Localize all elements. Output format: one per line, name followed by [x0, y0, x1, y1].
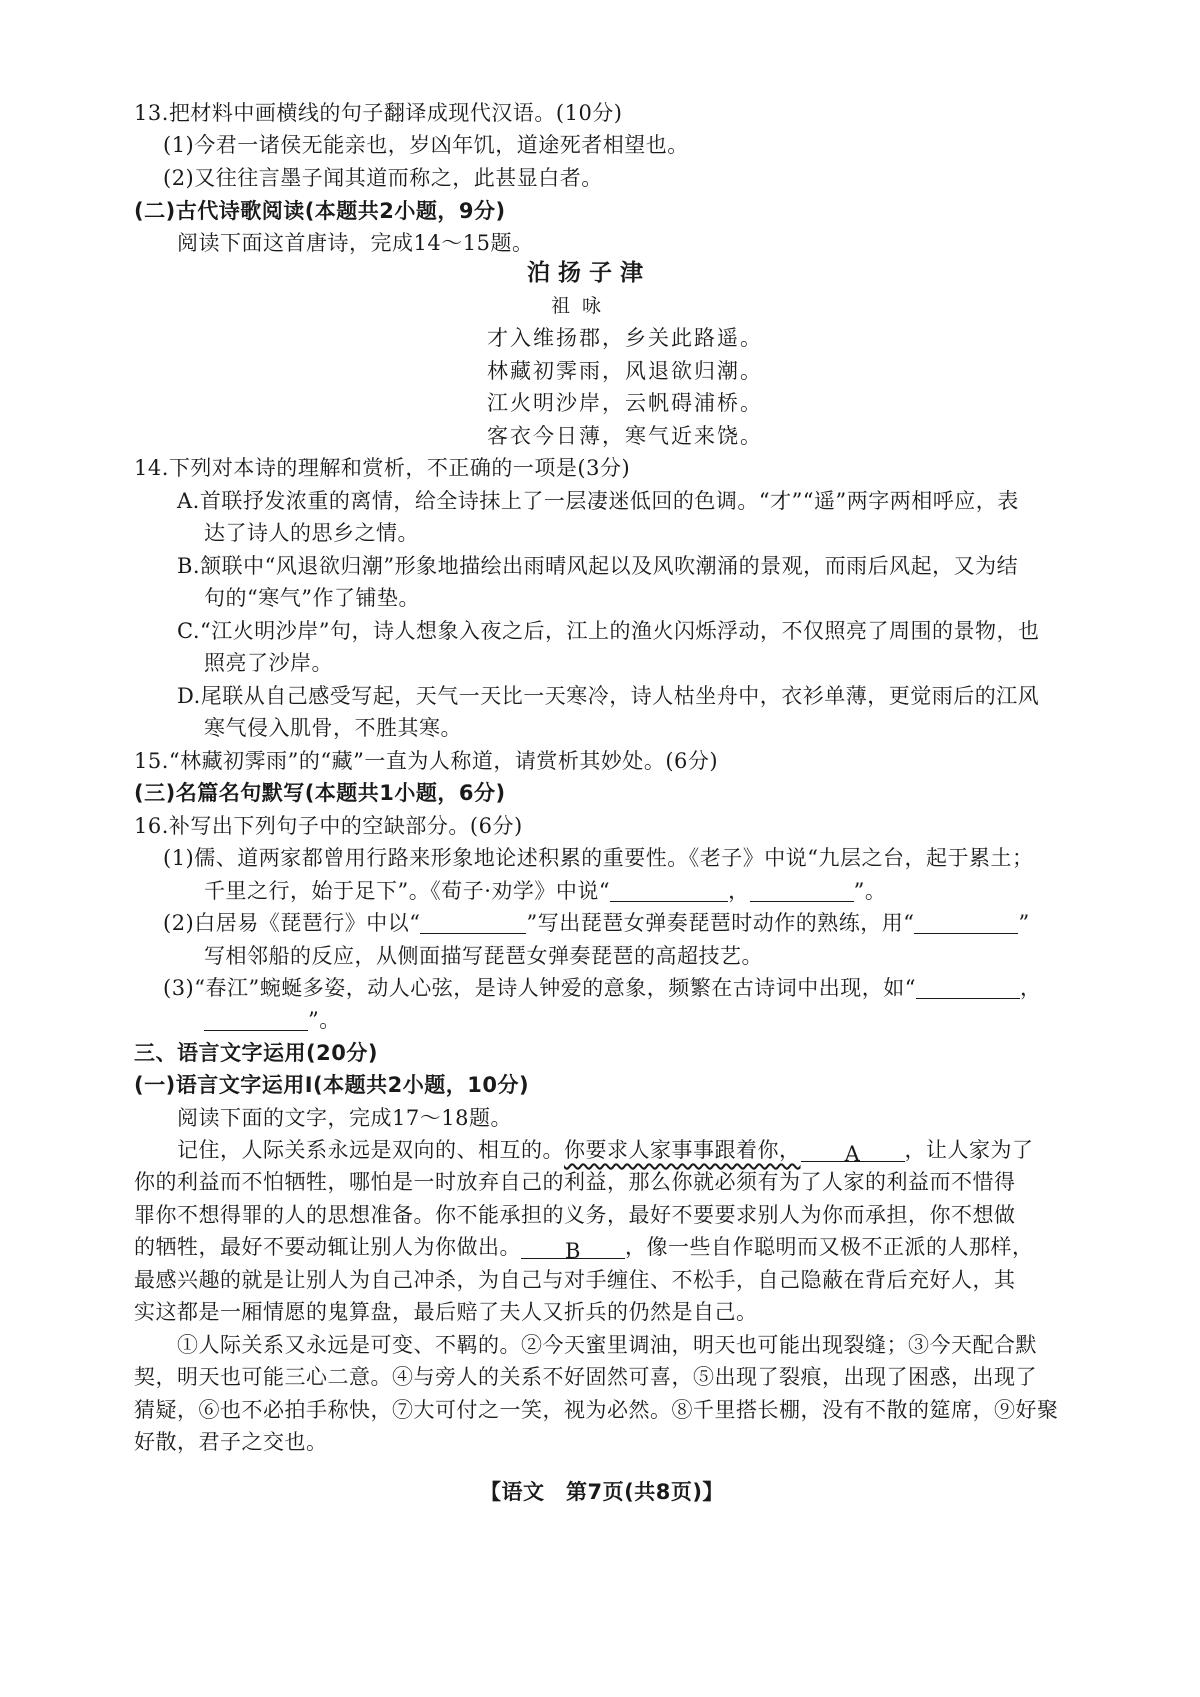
q16-part2-text-c: ”	[1018, 911, 1030, 935]
passage-blank-a[interactable]: A	[801, 1139, 905, 1162]
passage-line-3: 罪你不想得罪的人的思想准备。你不能承担的义务，最好不要要求别人为你而承担，你不想做	[134, 1203, 1016, 1227]
q14-stem: 14.下列对本诗的理解和赏析，不正确的一项是(3分)	[134, 456, 631, 480]
q16-part1-comma: ，	[728, 879, 750, 903]
q14-option-c-cont: 照亮了沙岸。	[204, 651, 333, 675]
passage-text-1a: 记住，人际关系永远是双向的、相互的。	[177, 1138, 564, 1162]
q16-part1-line2	[204, 876, 886, 906]
q14-option-c: C.“江火明沙岸”句，诗人想象入夜之后，江上的渔火闪烁浮动，不仅照亮了周围的景物，也	[177, 619, 1040, 643]
q16-part1-line1: (1)儒、道两家都曾用行路来形象地论述积累的重要性。《老子》中说“九层之台，起于累土；	[163, 846, 1034, 870]
passage-line-2: 你的利益而不怕牺牲，哪怕是一时放弃自己的利益，那么你就必须有为了人家的利益而不惜得	[134, 1170, 1016, 1194]
page-footer: 【语文 第7页(共8页)】	[480, 1480, 724, 1504]
subsection-language-heading: (一)语言文字运用Ⅰ(本题共2小题，10分)	[134, 1073, 530, 1097]
q16-blank-3[interactable]	[420, 911, 526, 934]
ordered-line-4: 好散，君子之交也。	[134, 1430, 328, 1454]
poem-title: 泊扬子津	[527, 260, 651, 286]
q16-part2-line1	[163, 908, 1030, 938]
q16-part1-text: 千里之行，始于足下”。《荀子·劝学》中说“	[204, 879, 611, 903]
q14-option-b-cont: 句的“寒气”作了铺垫。	[204, 586, 420, 610]
q14-option-b: B.颔联中“风退欲归潮”形象地描绘出雨晴风起以及风吹潮涌的景观，而雨后风起，又为结	[177, 554, 1019, 578]
q14-option-d: D.尾联从自己感受写起，天气一天比一天寒冷，诗人枯坐舟中，衣衫单薄，更觉雨后的江风	[177, 684, 1040, 708]
q16-part3-line1	[163, 973, 1041, 1003]
poem-line-1: 才入维扬郡，乡关此路遥。	[487, 326, 763, 350]
q16-part2-text-b: ”写出琵琶女弹奏琵琶时动作的熟练，用“	[526, 911, 915, 935]
q16-blank-5[interactable]	[916, 976, 1020, 999]
poem-author: 祖咏	[551, 295, 614, 317]
passage-line-5: 最感兴趣的就是让别人为自己冲杀，为自己与对手缠住、不松手，自己隐蔽在背后充好人，其	[134, 1268, 1016, 1292]
poem-line-4: 客衣今日薄，寒气近来饶。	[487, 424, 763, 448]
section-recitation-heading: (三)名篇名句默写(本题共1小题，6分)	[134, 781, 506, 805]
q16-part2-text-a: (2)白居易《琵琶行》中以“	[163, 911, 421, 935]
passage-text-4b: ，像一些自作聪明而又极不正派的人那样，	[625, 1235, 1034, 1259]
poem-line-2: 林藏初霁雨，风退欲归潮。	[487, 359, 763, 383]
q15-stem: 15.“林藏初霁雨”的“藏”一直为人称道，请赏析其妙处。(6分)	[134, 749, 719, 773]
passage-blank-b[interactable]: B	[521, 1236, 625, 1259]
q16-part2-line2: 写相邻船的反应，从侧面描写琵琶女弹奏琵琶的高超技艺。	[204, 944, 763, 968]
passage-line-4	[134, 1232, 1034, 1262]
poetry-intro: 阅读下面这首唐诗，完成14～15题。	[177, 231, 534, 255]
q16-blank-4[interactable]	[914, 911, 1018, 934]
ordered-line-3: 猜疑，⑥也不必拍手称快，⑦大可付之一笑，视为必然。⑧千里搭长棚，没有不散的筵席，⑨好聚	[134, 1398, 1059, 1422]
q16-part1-end: ”。	[853, 879, 887, 903]
q16-part3-line2	[204, 1005, 341, 1035]
language-intro: 阅读下面的文字，完成17～18题。	[177, 1106, 512, 1130]
section-poetry-heading: (二)古代诗歌阅读(本题共2小题，9分)	[134, 199, 506, 223]
q16-part3-comma: ，	[1019, 976, 1042, 1000]
part3-heading: 三、语言文字运用(20分)	[134, 1041, 378, 1065]
q13-stem: 13.把材料中画横线的句子翻译成现代汉语。(10分)	[134, 101, 623, 125]
passage-line-6: 实这都是一厢情愿的鬼算盘，最后赔了夫人又折兵的仍然是自己。	[134, 1300, 758, 1324]
q16-part3-end: ”。	[308, 1008, 341, 1032]
q14-option-d-cont: 寒气侵入肌骨，不胜其寒。	[204, 716, 462, 740]
ordered-line-1: ①人际关系又永远是可变、不羁的。②今天蜜里调油，明天也可能出现裂缝；③今天配合默	[177, 1333, 1037, 1357]
poem-line-3: 江火明沙岸，云帆碍浦桥。	[487, 391, 763, 415]
q14-option-a-cont: 达了诗人的思乡之情。	[204, 521, 419, 545]
passage-line-1	[177, 1135, 1034, 1165]
passage-text-4a: 的牺牲，最好不要动辄让别人为你做出。	[134, 1235, 521, 1259]
q16-blank-2[interactable]	[750, 879, 854, 902]
q13-sentence-2: (2)又往往言墨子闻其道而称之，此甚显白者。	[163, 166, 603, 190]
q16-stem: 16.补写出下列句子中的空缺部分。(6分)	[134, 814, 523, 838]
q16-part3-text: (3)“春江”蜿蜒多姿，动人心弦，是诗人钟爱的意象，频繁在古诗词中出现，如“	[163, 976, 916, 1000]
passage-text-1b: ，让人家为了	[904, 1138, 1034, 1162]
q16-blank-1[interactable]	[610, 879, 728, 902]
q16-blank-6[interactable]	[204, 1008, 308, 1031]
q14-option-a: A.首联抒发浓重的离情，给全诗抹上了一层凄迷低回的色调。“才”“遥”两字两相呼应，表	[177, 489, 1019, 513]
passage-wavy-sentence: 你要求人家事事跟着你，	[564, 1138, 801, 1162]
ordered-line-2: 契，明天也可能三心二意。④与旁人的关系不好固然可喜，⑤出现了裂痕，出现了困惑，出现了	[134, 1365, 1037, 1389]
q13-sentence-1: (1)今君一诸侯无能亲也，岁凶年饥，道途死者相望也。	[163, 133, 689, 157]
